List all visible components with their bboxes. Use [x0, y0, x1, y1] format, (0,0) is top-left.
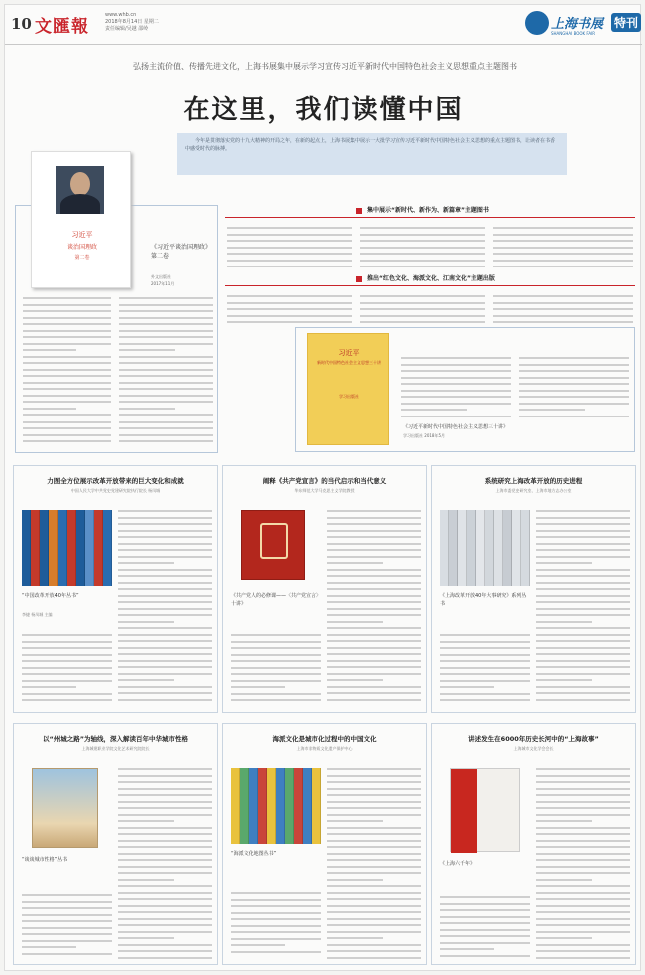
card-caption: “海派文化地图丛书”: [231, 851, 277, 857]
card-text: [118, 768, 212, 964]
book-set-image[interactable]: [22, 510, 112, 586]
card-author: 中国人民大学中共党史党建研究院执行院长 杨凤城: [70, 488, 161, 493]
card-title: 阐释《共产党宣言》的当代启示和当代意义: [262, 477, 387, 485]
second-cover-author: 习近平: [338, 349, 360, 357]
card-author: 上海市委党史研究室、上海市地方志办公室: [495, 488, 572, 493]
card-text-bottom: [231, 892, 321, 956]
section-1-col-2: [360, 227, 485, 267]
section-1-col-1: [227, 227, 352, 267]
card-caption: 《上海六千年》: [440, 861, 476, 867]
cover-title: 谈治国理政: [66, 244, 97, 251]
second-cover-publisher: 学习出版社: [339, 394, 359, 399]
card-author: 上海城建职业学院文化艺术研究院院长: [81, 746, 150, 751]
second-book-text-2: [519, 357, 629, 417]
card-title: 海派文化是城市化过程中的中国文化: [272, 735, 377, 743]
supplement-name: 上海书展: [551, 17, 604, 32]
card-meta: 李捷 杨凤城 主编: [22, 612, 53, 617]
book-set-image[interactable]: [231, 768, 321, 844]
card-text-bottom: [22, 634, 112, 706]
feature-book-publisher: 外文出版社: [151, 274, 171, 279]
card-author: 华东师范大学马克思主义学院教授: [294, 488, 355, 493]
section-2-col-1: [227, 295, 352, 323]
card-title: 系统研究上海改革开放的历史进程: [484, 477, 583, 485]
newspaper-page: [4, 4, 641, 971]
second-book-title: 《习近平新时代中国特色社会主义思想三十讲》: [403, 424, 509, 430]
masthead-date: 2018年8月14日 星期二: [105, 19, 159, 25]
masthead-editor: 责任编辑/吴越 邵岭: [105, 26, 149, 32]
card-author: 上海城市文化学会会长: [513, 746, 554, 751]
card-text: [536, 510, 630, 706]
card-author: 上海市非物质文化遗产保护中心: [296, 746, 353, 751]
card-title: 以“州城之路”为轴线，深入解读百年中华城市性格: [42, 735, 189, 743]
section-bar-1: 集中展示“新时代、新作为、新篇章”主题图书: [353, 205, 633, 217]
card-text-bottom: [440, 634, 530, 706]
cover-volume: 第二卷: [74, 255, 90, 261]
section-2-col-2: [360, 295, 485, 323]
book-set-image[interactable]: [440, 510, 530, 586]
section-1-col-3: [493, 227, 633, 267]
card-text: [327, 510, 421, 706]
supplement-tag: 特刊: [611, 13, 641, 32]
portrait-image: [56, 166, 104, 214]
book-card-4: [13, 723, 218, 965]
second-book-cover[interactable]: [307, 333, 389, 445]
card-text-bottom: [231, 634, 321, 706]
subheadline: 弘扬主流价值、传播先进文化，上海书展集中展示学习宣传习近平新时代中国特色社会主义思想重点主题图书: [133, 62, 517, 71]
card-text: [118, 510, 212, 706]
feature-book-meta: [151, 273, 174, 287]
book-cover-image[interactable]: [32, 768, 98, 848]
intro-box: 今年是贯彻落实党的十九大精神的开局之年，在新的起点上，上海书展集中展示一大批学习宣传习近平新时代中国特色社会主义思想的重点主题图书，让读者在书香中感受时代的脉搏。: [177, 133, 567, 175]
book-card-6: [431, 723, 636, 965]
section-rule-2: [225, 285, 635, 286]
page-number: 10: [11, 15, 32, 33]
feature-book-volume: 第二卷: [151, 253, 170, 260]
second-cover-title: 新时代中国特色社会主义思想三十讲: [317, 360, 381, 365]
card-caption: 《上海改革开放40年大事研究》系列丛书: [440, 593, 527, 607]
book-cover-image[interactable]: [450, 768, 520, 852]
second-book-meta: 学习出版社 2018年5月: [403, 433, 445, 438]
book-card-5: [222, 723, 427, 965]
masthead-url: www.whb.cn: [105, 12, 137, 18]
feature-book-title: [151, 243, 211, 261]
cover-author: 习近平: [71, 231, 93, 239]
book-card-3: [431, 465, 636, 713]
masthead-info: [105, 12, 159, 33]
book-fair-logo-icon: [525, 11, 549, 35]
card-caption: “谈谈城市性格”丛书: [22, 857, 68, 863]
card-title: 讲述发生在6000年历史长河中的“上海故事”: [468, 735, 599, 743]
card-title: 力图全方位展示改革开放带来的巨大变化和成就: [47, 477, 184, 485]
page-title: 在这里，我们读懂中国: [183, 95, 464, 125]
book-card-1: [13, 465, 218, 713]
card-text-bottom: [22, 894, 112, 958]
supplement-sub: SHANGHAI BOOK FAIR: [551, 31, 596, 36]
section-bar-2: 推出“红色文化、海派文化、江南文化”主题出版: [353, 273, 633, 285]
card-text: [536, 768, 630, 964]
feature-text-left: [23, 297, 111, 447]
card-text-bottom: [440, 896, 530, 958]
card-caption: “中国改革开放40年丛书”: [22, 593, 79, 599]
book-cover-image[interactable]: [241, 510, 305, 580]
masthead: [5, 5, 642, 45]
book-card-2: [222, 465, 427, 713]
feature-text-right: [119, 297, 213, 447]
section-rule-1: [225, 217, 635, 218]
feature-book-date: 2017年11月: [151, 281, 175, 286]
feature-book-cover[interactable]: [31, 151, 131, 288]
card-caption: 《共产党人的必修课——〈共产党宣言〉十讲》: [231, 593, 322, 607]
feature-book-name: 《习近平谈治国理政》: [151, 244, 212, 251]
paper-name: 文匯報: [35, 17, 89, 37]
second-book-text-1: [401, 357, 511, 417]
section-2-col-3: [493, 295, 633, 323]
card-text: [327, 768, 421, 964]
